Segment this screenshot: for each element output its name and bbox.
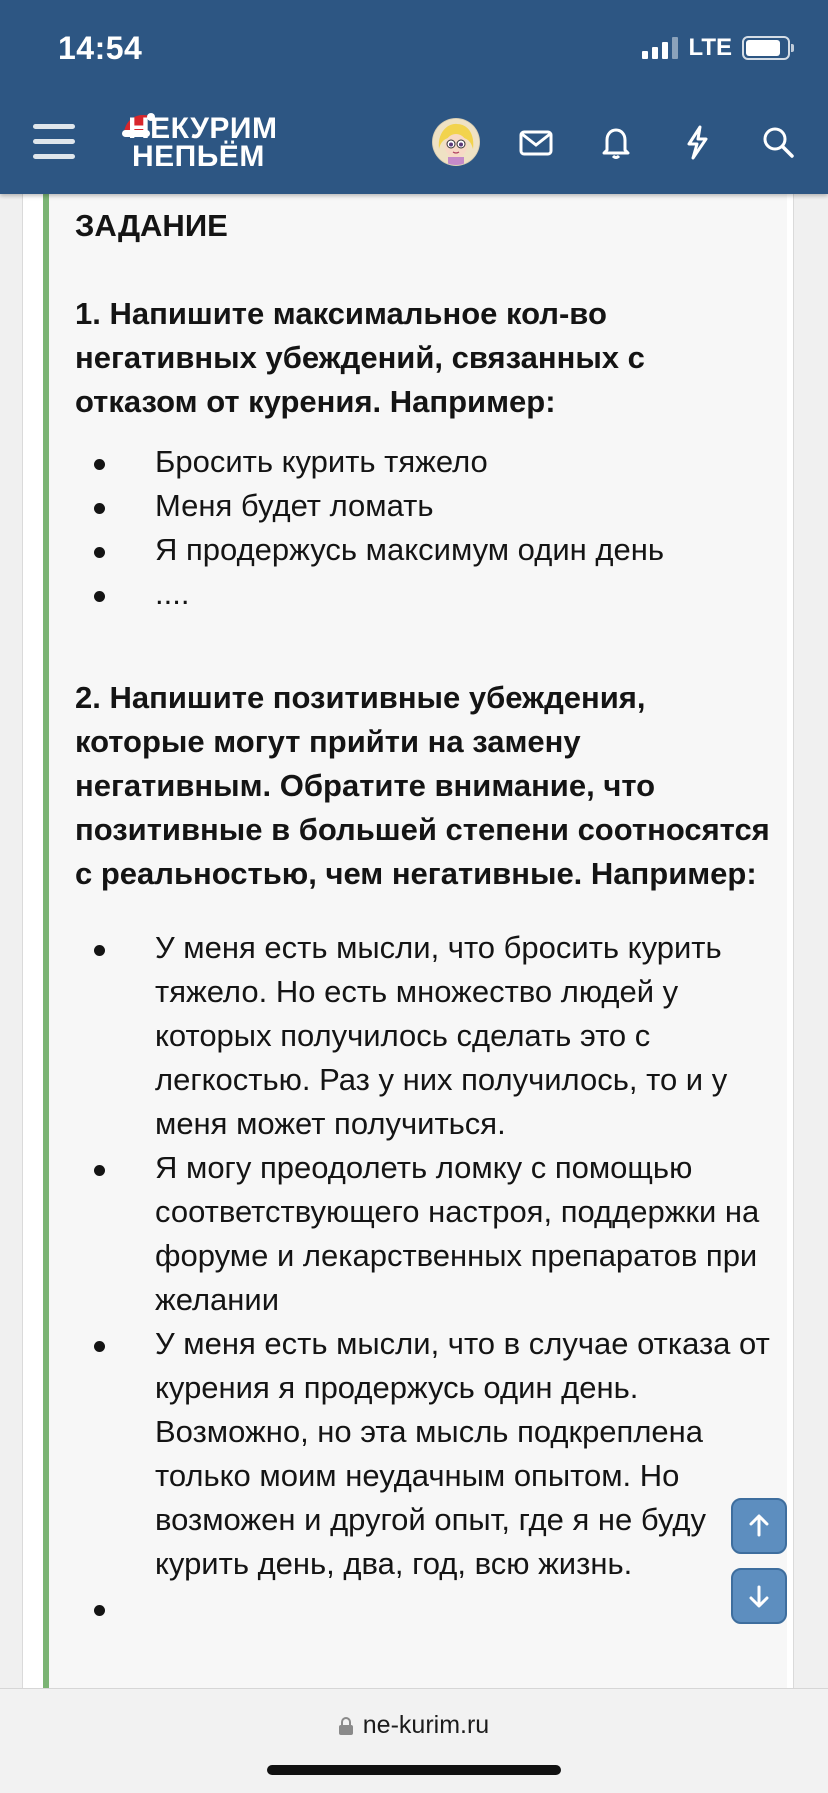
list-item: .... [75,572,775,616]
network-type: LTE [688,34,732,61]
bell-icon[interactable] [596,122,636,162]
negative-beliefs-list [75,440,775,616]
status-time: 14:54 [58,30,143,66]
address-bar[interactable] [0,1711,828,1742]
task-2-text: 2. Напишите позитивные убеждения, которые могут прийти на замену негативным. Обратите внимание, что позитивные в большей степени соотносятся с реальностью, чем негативные. Например: [75,680,770,891]
post-text [75,204,775,1586]
scroll-up-button[interactable] [731,1498,787,1554]
top-bar [0,0,828,194]
signal-icon [642,37,678,59]
list-item: Я продержусь максимум один день [75,528,775,572]
positive-beliefs-list [75,926,775,1586]
battery-icon [742,36,790,60]
avatar[interactable] [432,118,480,166]
list-item: Я могу преодолеть ломку с помощью соответствующего настроя, поддержки на форуме и лекарственных препаратов при желании [75,1146,775,1322]
site-nav [0,104,828,180]
home-indicator[interactable] [267,1765,561,1775]
task-heading: ЗАДАНИЕ [75,208,228,243]
logo-line-1: НЕКУРИМ [128,112,278,145]
status-indicators [642,34,790,62]
lightning-icon[interactable] [677,122,717,162]
post-container [22,194,794,1688]
mail-icon[interactable] [516,122,556,162]
scroll-down-button[interactable] [731,1568,787,1624]
task-1-text: 1. Напишите максимальное кол-во негативных убеждений, связанных с отказом от курения. Например: [75,296,645,419]
arrow-up-icon [745,1512,773,1540]
site-logo[interactable] [120,110,310,176]
quote-block [43,194,787,1688]
list-item: У меня есть мысли, что в случае отказа от курения я продержусь один день. Возможно, но эта мысль подкреплена только моим неудачным опытом. Но возможен и другой опыт, где я не буду курить день, два, год, всю жизнь. [75,1322,775,1586]
arrow-down-icon [745,1582,773,1610]
browser-bottom-bar [0,1688,828,1793]
url-text: ne-kurim.ru [362,1711,490,1739]
menu-icon[interactable] [33,124,75,160]
list-item: У меня есть мысли, что бросить курить тяжело. Но есть множество людей у которых получилось сделать это с легкостью. Раз у них получилось, то и у меня может получиться. [75,926,775,1146]
logo-line-2: НЕПЬЁМ [132,140,265,173]
list-item: Меня будет ломать [75,484,775,528]
list-item: Бросить курить тяжело [75,440,775,484]
lock-icon [339,1717,353,1735]
search-icon[interactable] [758,122,798,162]
